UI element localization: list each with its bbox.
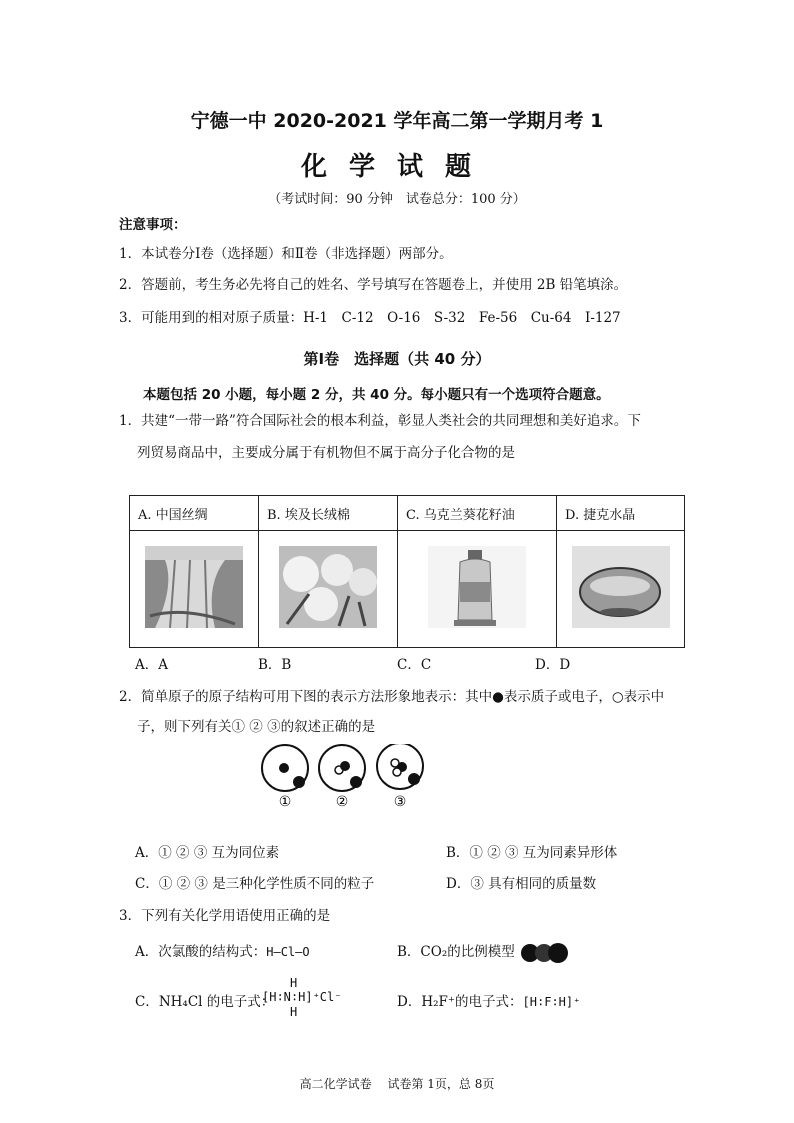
cotton-photo-icon: [279, 546, 377, 628]
q2-option-c: C．① ② ③ 是三种化学性质不同的粒子: [135, 876, 375, 892]
atom-label-2: ②: [335, 794, 349, 810]
page-footer: 高二化学试卷 试卷第 1页，总 8页: [299, 1077, 495, 1091]
q1-header-a: A. 中国丝绸: [130, 496, 259, 531]
q1-header-c: C. 乌克兰葵花籽油: [398, 496, 557, 531]
q2-stem: 子，则下列有关① ② ③的叙述正确的是: [137, 719, 376, 735]
q1-image-cell: [398, 531, 557, 648]
atom-1-icon: [262, 745, 308, 791]
q1-option-b: B．B: [258, 657, 292, 673]
atom-label-1: ①: [278, 794, 292, 810]
q3-option-a-label: A．次氯酸的结构式：: [135, 944, 267, 960]
silk-photo-icon: [145, 546, 243, 628]
note-item: 1．本试卷分Ⅰ卷（选择题）和Ⅱ卷（非选择题）两部分。: [119, 246, 453, 262]
oil-bottle-photo-icon: [428, 546, 526, 628]
q2-option-a: A．① ② ③ 互为同位素: [135, 845, 280, 861]
note-item: 2．答题前，考生务必先将自己的姓名、学号填写在答题卷上，并使用 2B 铅笔填涂。: [119, 277, 628, 293]
hypochlorous-formula: H—Cl—O: [266, 945, 310, 959]
q1-option-d: D．D: [535, 657, 571, 673]
q3-option-b-label: B．CO₂的比例模型: [397, 944, 515, 960]
crystal-photo-icon: [572, 546, 670, 628]
q1-image-cell: [130, 531, 259, 648]
q3-stem: 3．下列有关化学用语使用正确的是: [119, 908, 331, 924]
subject-title: 化学试题: [300, 152, 493, 182]
nh4cl-top-h: H: [290, 976, 298, 990]
q1-image-cell: [557, 531, 685, 648]
section-title: 第Ⅰ卷 选择题（共 40 分）: [303, 350, 491, 368]
q1-header-d: D. 捷克水晶: [557, 496, 685, 531]
q3-option-a: [135, 940, 310, 960]
q1-stem: 列贸易商品中，主要成分属于有机物但不属于高分子化合物的是: [137, 445, 515, 461]
q3-option-c: C．NH₄Cl 的电子式：: [135, 994, 275, 1010]
atom-3-icon: [377, 744, 423, 789]
q3-option-d-label: D．H₂F⁺的电子式：: [397, 994, 523, 1010]
q2-option-d: D．③ 具有相同的质量数: [446, 876, 597, 892]
q1-option-a: A．A: [135, 657, 168, 673]
h2f-electron-formula: [H∶F∶H]⁺: [522, 995, 581, 1009]
q2-stem: 2．简单原子的原子结构可用下图的表示方法形象地表示：其中●表示质子或电子，○表示中: [119, 689, 665, 705]
nh4cl-bottom-h: H: [290, 1005, 298, 1019]
exam-title: 宁德一中 2020-2021 学年高二第一学期月考 1: [190, 110, 604, 132]
atom-structure-diagram: [255, 744, 445, 810]
notes-heading: 注意事项：: [119, 217, 187, 233]
q3-option-b: [397, 940, 569, 964]
q1-option-c: C．C: [397, 657, 432, 673]
nh4cl-middle-row: [H∶N∶H]⁺Cl⁻: [262, 990, 342, 1004]
q1-image-cell: [259, 531, 398, 648]
q1-header-b: B. 埃及长绒棉: [259, 496, 398, 531]
exam-info: （考试时间：90 分钟 试卷总分：100 分）: [268, 192, 526, 207]
note-item: 3．可能用到的相对原子质量：H-1 C-12 O-16 S-32 Fe-56 Cu-64 I-127: [119, 310, 621, 326]
section-instruction: 本题包括 20 小题，每小题 2 分，共 40 分。每小题只有一个选项符合题意。: [143, 387, 610, 403]
atom-2-icon: [319, 745, 365, 791]
q2-option-b: B．① ② ③ 互为同素异形体: [446, 845, 618, 861]
co2-space-filling-model-icon: [519, 942, 569, 964]
nh4cl-electron-formula: [262, 976, 372, 1026]
q1-stem: 1．共建“一带一路”符合国际社会的根本利益，彰显人类社会的共同理想和美好追求。下: [119, 413, 641, 429]
atom-label-3: ③: [393, 794, 407, 810]
q3-option-d: [397, 990, 580, 1010]
q1-goods-table: [129, 495, 685, 648]
